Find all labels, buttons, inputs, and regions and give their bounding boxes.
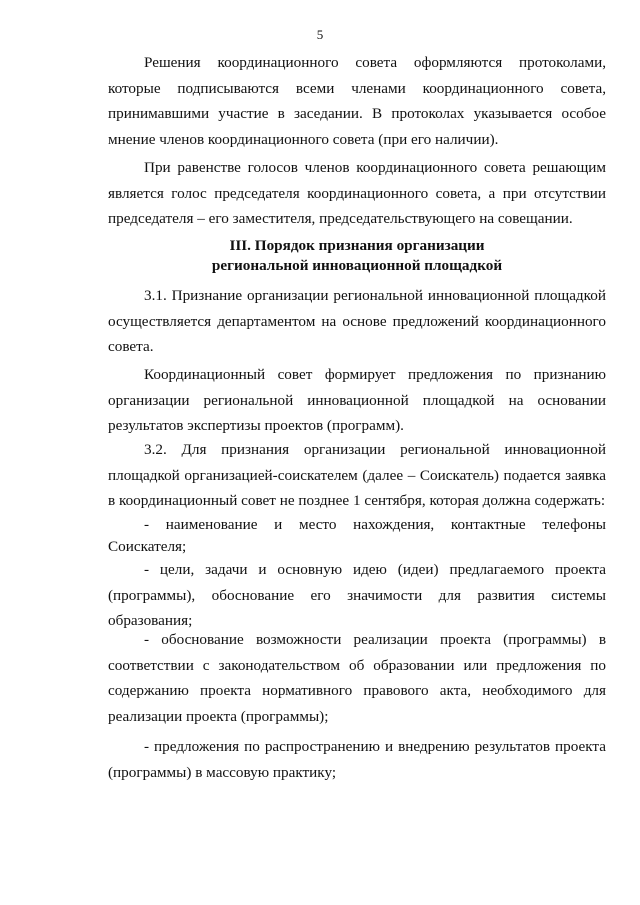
section-heading-line-1: III. Порядок признания организации [229, 237, 485, 254]
paragraph-text: 3.1. Признание организации региональной инновационной площадкой осуществляется департаментом на основе предложений координационного совета. [108, 287, 606, 355]
page-number: 5 [316, 27, 324, 42]
paragraph-text: При равенстве голосов членов координационного совета решающим является голос председателя координационного совета, а при отсутствии председателя – его заместителя, председательствующего на совещании. [108, 159, 606, 227]
paragraph-text: Координационный совет формирует предложения по признанию организации региональной инновационной площадкой на основании результатов экспертизы проектов (программ). [108, 366, 606, 434]
paragraph-council-proposals [108, 362, 606, 439]
paragraph-3-1 [108, 283, 606, 360]
section-heading-line-2: региональной инновационной площадкой [211, 257, 503, 274]
paragraph-3-2 [108, 437, 606, 514]
paragraph-tie-vote [108, 155, 606, 232]
paragraph-text: Решения координационного совета оформляются протоколами, которые подписываются всеми членами координационного совета, принимавшими участие в заседании. В протоколах указывается особое мнение членов координационного совета (при его наличии). [108, 54, 606, 148]
paragraph-protocols [108, 50, 606, 152]
list-item-justification [108, 627, 606, 729]
list-item-goals [108, 557, 606, 634]
paragraph-text: 3.2. Для признания организации региональной инновационной площадкой организацией-соискателем (далее – Соискатель) подается заявка в координационный совет не позднее 1 сентября, которая должна содержать: [108, 441, 606, 509]
list-item-text: - наименование и место нахождения, контактные телефоны Соискателя; [108, 516, 606, 555]
list-item-text: - предложения по распространению и внедрению результатов проекта (программы) в массовую практику; [108, 738, 606, 781]
list-item-dissemination [108, 734, 606, 785]
list-item-name-location [108, 514, 606, 558]
list-item-text: - обоснование возможности реализации проекта (программы) в соответствии с законодательством об образовании или предложения по содержанию проекта нормативного правового акта, необходимого для реализации проекта (программы); [108, 631, 606, 725]
section-heading [108, 236, 606, 276]
list-item-text: - цели, задачи и основную идею (идеи) предлагаемого проекта (программы), обоснование его значимости для развития системы образования; [108, 561, 606, 629]
